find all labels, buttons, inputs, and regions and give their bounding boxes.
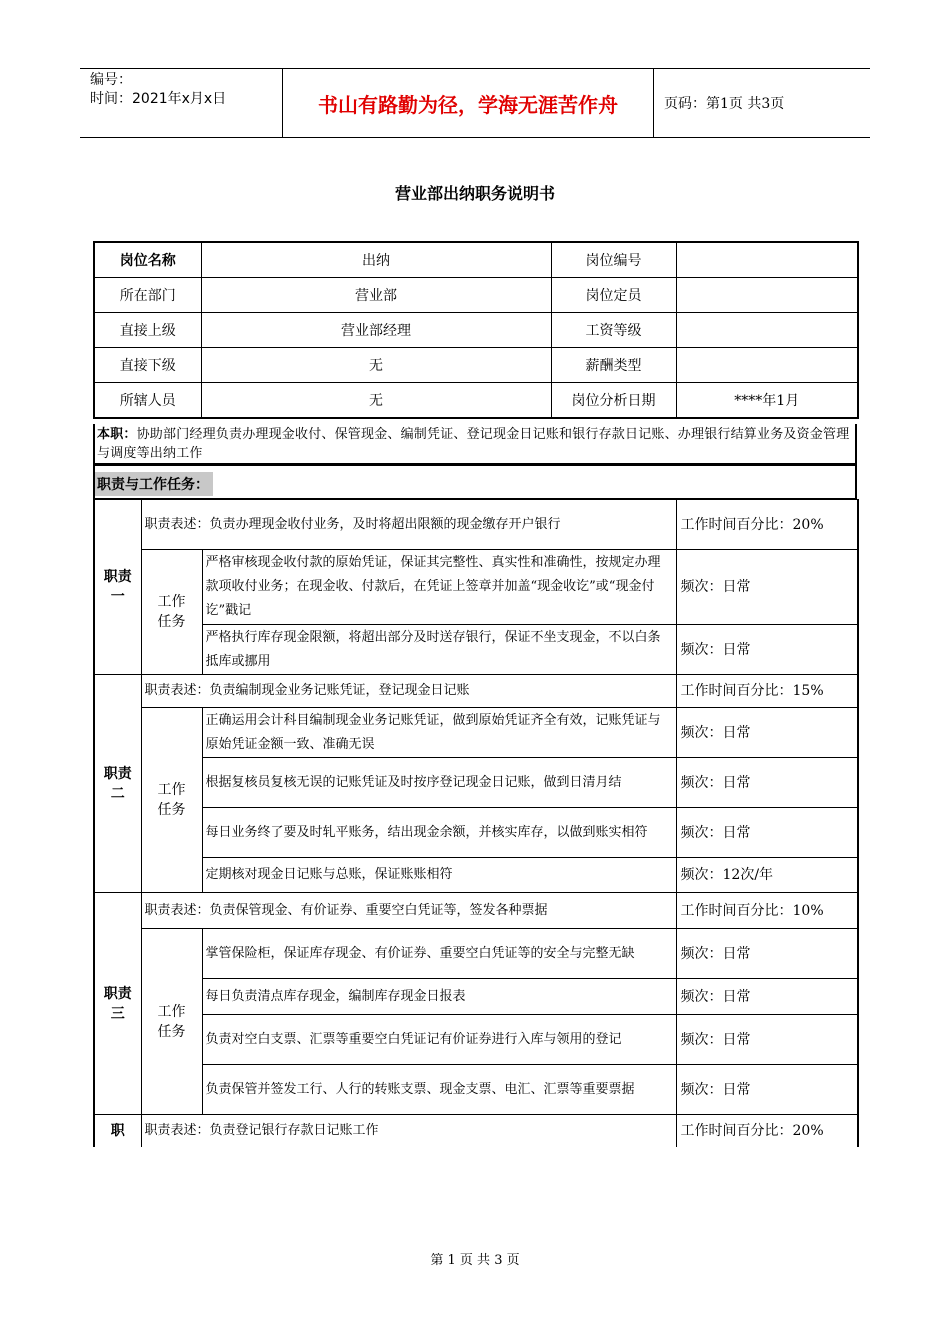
task-text: 每日负责清点库存现金，编制库存现金日报表	[202, 979, 676, 1015]
main-duty	[93, 424, 857, 464]
task-frequency: 频次：日常	[676, 1015, 858, 1065]
duty-desc-row	[94, 893, 858, 929]
duty-time-percentage: 工作时间百分比：20%	[676, 1115, 858, 1147]
duty-label: 职责三	[94, 893, 141, 1115]
task-row	[94, 979, 858, 1015]
info-value	[676, 348, 858, 383]
task-text: 根据复核员复核无误的记账凭证及时按序登记现金日记账，做到日清月结	[202, 758, 676, 808]
info-key: 直接下级	[94, 348, 201, 383]
task-row	[94, 1015, 858, 1065]
section-title: 职责与工作任务：	[95, 472, 213, 496]
info-row	[94, 348, 858, 383]
info-key: 所在部门	[94, 278, 201, 313]
task-row	[94, 858, 858, 893]
duty-time-percentage: 工作时间百分比：20%	[676, 500, 858, 550]
task-frequency: 频次：日常	[676, 708, 858, 758]
task-text: 正确运用会计科目编制现金业务记账凭证，做到原始凭证齐全有效，记账凭证与原始凭证金额一致、准确无误	[202, 708, 676, 758]
task-text: 负责对空白支票、汇票等重要空白凭证记有价证券进行入库与领用的登记	[202, 1015, 676, 1065]
duty-time-percentage: 工作时间百分比：10%	[676, 893, 858, 929]
task-frequency: 频次：日常	[676, 929, 858, 979]
info-key: 直接上级	[94, 313, 201, 348]
task-text: 负责保管并签发工行、人行的转账支票、现金支票、电汇、汇票等重要票据	[202, 1065, 676, 1115]
header-page-number: 页码：第1页 共3页	[664, 96, 785, 112]
task-frequency: 频次：日常	[676, 625, 858, 675]
info-row	[94, 242, 858, 278]
task-row	[94, 929, 858, 979]
task-category-label: 工作任务	[141, 550, 202, 675]
info-value: 出纳	[201, 242, 551, 278]
info-key: 岗位名称	[94, 242, 201, 278]
task-frequency: 频次：日常	[676, 550, 858, 625]
number-label: 编号：	[90, 72, 132, 88]
info-key: 所辖人员	[94, 383, 201, 419]
duty-label: 职	[94, 1115, 141, 1147]
info-key: 薪酬类型	[551, 348, 676, 383]
task-frequency: 频次：日常	[676, 979, 858, 1015]
header-meta	[80, 69, 282, 137]
task-row	[94, 708, 858, 758]
page-header	[80, 68, 870, 138]
position-info-table	[93, 241, 859, 419]
task-row	[94, 758, 858, 808]
main-duty-label: 本职：	[97, 427, 137, 442]
header-motto: 书山有路勤为径，学海无涯苦作舟	[282, 69, 654, 137]
task-category-label: 工作任务	[141, 708, 202, 893]
info-value	[676, 278, 858, 313]
info-key: 岗位定员	[551, 278, 676, 313]
task-frequency: 频次：12次/年	[676, 858, 858, 893]
duty-description: 职责表述：负责保管现金、有价证券、重要空白凭证等，签发各种票据	[141, 893, 676, 929]
duty-table	[93, 499, 859, 1147]
info-row	[94, 278, 858, 313]
info-value	[676, 242, 858, 278]
task-row	[94, 550, 858, 625]
info-row	[94, 383, 858, 419]
duty-description: 职责表述：负责登记银行存款日记账工作	[141, 1115, 676, 1147]
duty-desc-row	[94, 1115, 858, 1147]
task-row	[94, 1065, 858, 1115]
task-row	[94, 808, 858, 858]
info-value: 无	[201, 383, 551, 419]
task-row	[94, 625, 858, 675]
info-key: 岗位编号	[551, 242, 676, 278]
task-frequency: 频次：日常	[676, 1065, 858, 1115]
task-text: 严格审核现金收付款的原始凭证，保证其完整性、真实性和准确性，按规定办理款项收付业务；在现金收、付款后，在凭证上签章并加盖“现金收讫”或“现金付讫”戳记	[202, 550, 676, 625]
info-key: 岗位分析日期	[551, 383, 676, 419]
page-footer: 第 1 页 共 3 页	[430, 1253, 520, 1268]
info-value	[676, 313, 858, 348]
info-value: 无	[201, 348, 551, 383]
task-category-label: 工作任务	[141, 929, 202, 1115]
duty-description: 职责表述：负责编制现金业务记账凭证，登记现金日记账	[141, 675, 676, 708]
duty-label: 职责一	[94, 500, 141, 675]
task-text: 定期核对现金日记账与总账，保证账账相符	[202, 858, 676, 893]
section-header	[93, 464, 857, 499]
duty-time-percentage: 工作时间百分比：15%	[676, 675, 858, 708]
duty-description: 职责表述：负责办理现金收付业务，及时将超出限额的现金缴存开户银行	[141, 500, 676, 550]
task-text: 掌管保险柜，保证库存现金、有价证券、重要空白凭证等的安全与完整无缺	[202, 929, 676, 979]
info-value: 营业部	[201, 278, 551, 313]
info-key: 工资等级	[551, 313, 676, 348]
page-title: 营业部出纳职务说明书	[394, 184, 555, 203]
task-frequency: 频次：日常	[676, 758, 858, 808]
task-text: 严格执行库存现金限额，将超出部分及时送存银行，保证不坐支现金，不以白条抵库或挪用	[202, 625, 676, 675]
duty-desc-row	[94, 500, 858, 550]
duty-desc-row	[94, 675, 858, 708]
task-frequency: 频次：日常	[676, 808, 858, 858]
time-label: 时间：2021年x月x日	[90, 91, 227, 107]
duty-label: 职责二	[94, 675, 141, 893]
info-value: ****年1月	[676, 383, 858, 419]
main-duty-text: 协助部门经理负责办理现金收付、保管现金、编制凭证、登记现金日记账和银行存款日记账、办理银行结算业务及资金管理与调度等出纳工作	[97, 427, 850, 461]
task-text: 每日业务终了要及时轧平账务，结出现金余额，并核实库存，以做到账实相符	[202, 808, 676, 858]
info-row	[94, 313, 858, 348]
info-value: 营业部经理	[201, 313, 551, 348]
